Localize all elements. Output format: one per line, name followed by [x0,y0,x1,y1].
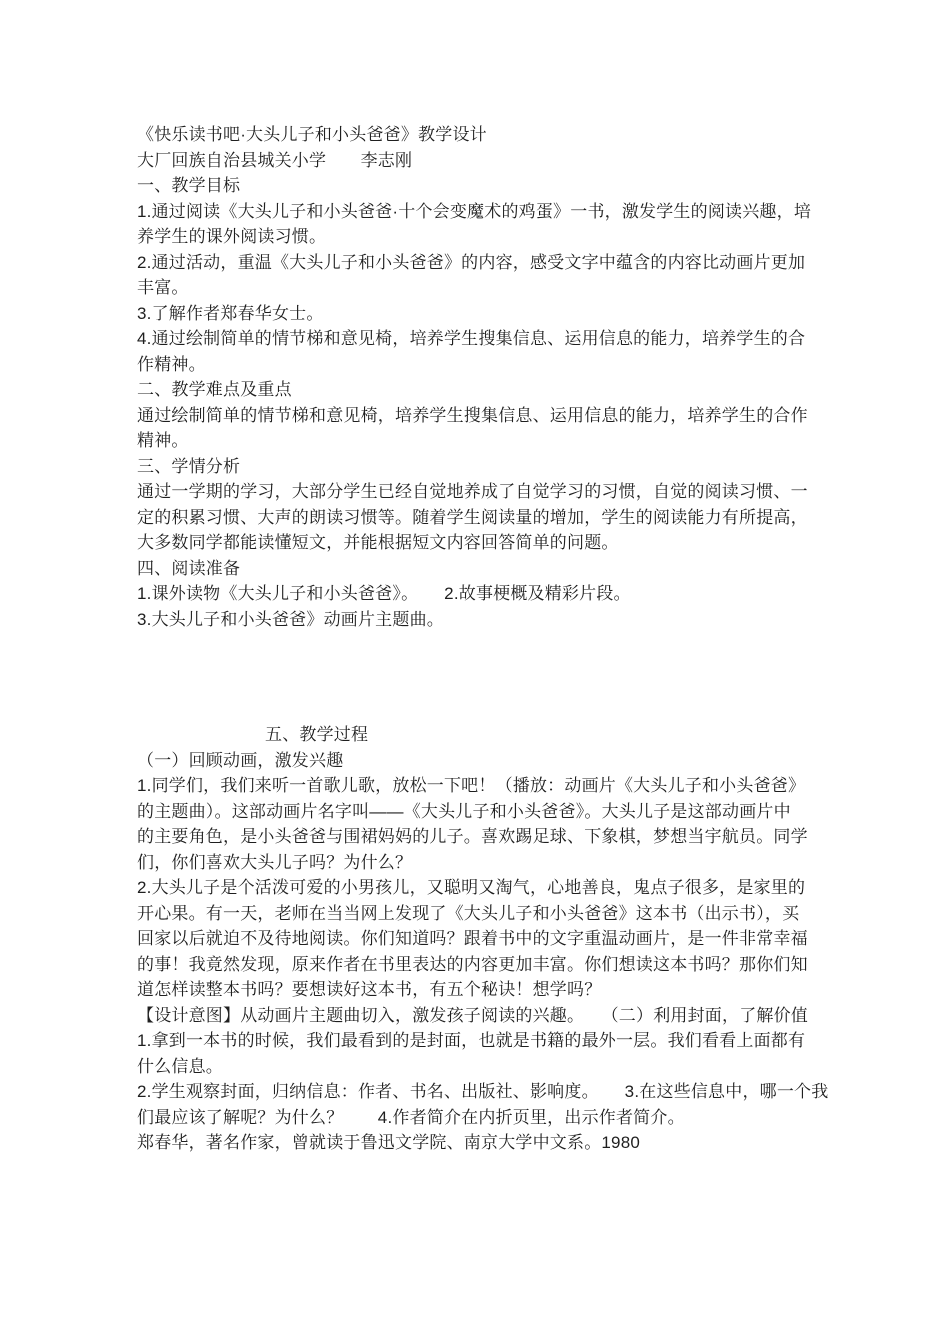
text-line: （一）回顾动画，激发兴趣 [137,750,344,770]
text-line: 1.同学们，我们来听一首歌儿歌，放松一下吧！（播放：动画片《大头儿子和小头爸爸》 [137,776,806,795]
text-line: 丰富。 [137,278,189,297]
text-line: 们最应该了解呢？为什么？ 4.作者简介在内折页里，出示作者简介。 [137,1107,685,1127]
text-line: 的主要角色，是小头爸爸与围裙妈妈的儿子。喜欢踢足球、下象棋，梦想当宇航员。同学 [137,827,808,846]
text-line: 1.拿到一本书的时候，我们最看到的是封面，也就是书籍的最外一层。我们看看上面都有 [137,1031,806,1050]
section-teaching-process [137,722,837,1156]
text-line: 的主题曲）。这部动画片名字叫——《大头儿子和小头爸爸》。大头儿子是这部动画片中 [137,801,791,821]
text-line: 道怎样读整本书吗？要想读好这本书，有五个秘诀！想学吗？ [137,980,602,999]
text-line: 4.通过绘制简单的情节梯和意见椅，培养学生搜集信息、运用信息的能力，培养学生的合 [137,329,806,348]
text-line: 作精神。 [137,354,206,374]
text-line: 2.通过活动，重温《大头儿子和小头爸爸》的内容，感受文字中蕴含的内容比动画片更加 [137,252,806,272]
text-line: 《快乐读书吧·大头儿子和小头爸爸》教学设计 [137,125,487,144]
text-line: 五、教学过程 [265,725,369,744]
text-line: 2.学生观察封面，归纳信息：作者、书名、出版社、影响度。 3.在这些信息中，哪一个我 [137,1082,829,1101]
text-line: 们，你们喜欢大头儿子吗？为什么？ [137,852,413,872]
text-line: 回家以后就迫不及待地阅读。你们知道吗？跟着书中的文字重温动画片，是一件非常幸福 [137,929,808,948]
text-line: 1.通过阅读《大头儿子和小头爸爸·十个会变魔术的鸡蛋》一书，激发学生的阅读兴趣，培 [137,201,812,221]
text-line: 三、学情分析 [137,456,241,476]
text-line: 精神。 [137,431,189,450]
text-line: 定的积累习惯、大声的朗读习惯等。随着学生阅读量的增加，学生的阅读能力有所提高， [137,507,808,527]
text-line: 一、教学目标 [137,176,241,195]
text-line: 养学生的课外阅读习惯。 [137,227,327,246]
text-line: 3.大头儿子和小头爸爸》动画片主题曲。 [137,609,444,629]
text-line: 2.大头儿子是个活泼可爱的小男孩儿，又聪明又淘气，心地善良，鬼点子很多，是家里的 [137,878,806,897]
text-line: 什么信息。 [137,1056,223,1076]
section-overview [137,122,837,632]
text-line: 通过一学期的学习，大部分学生已经自觉地养成了自觉学习的习惯，自觉的阅读习惯、一 [137,482,808,501]
text-line: 的事！我竟然发现，原来作者在书里表达的内容更加丰富。你们想读这本书吗？那你们知 [137,954,808,974]
text-line: 大厂回族自治县城关小学 李志刚 [137,150,413,170]
text-line: 郑春华，著名作家，曾就读于鲁迅文学院、南京大学中文系。1980 [137,1133,641,1152]
text-line: 大多数同学都能读懂短文，并能根据短文内容回答简单的问题。 [137,533,619,552]
text-line: 二、教学难点及重点 [137,380,292,399]
text-line: 四、阅读准备 [137,558,241,578]
text-line: 【设计意图】从动画片主题曲切入，激发孩子阅读的兴趣。 （二）利用封面，了解价值 [137,1005,808,1025]
text-line: 通过绘制简单的情节梯和意见椅，培养学生搜集信息、运用信息的能力，培养学生的合作 [137,405,808,425]
text-line: 1.课外读物《大头儿子和小头爸爸》。 2.故事梗概及精彩片段。 [137,584,631,603]
text-line: 开心果。有一天，老师在当当网上发现了《大头儿子和小头爸爸》这本书（出示书），买 [137,903,800,923]
text-line: 3.了解作者郑春华女士。 [137,303,324,323]
